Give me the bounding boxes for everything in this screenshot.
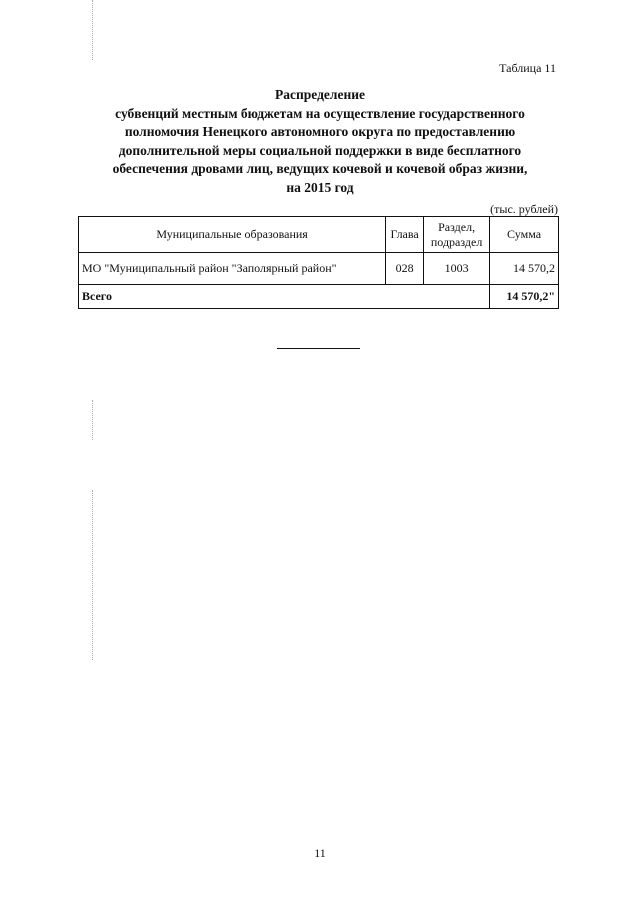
header-sum: Сумма [490,217,559,253]
total-sum: 14 570,2" [490,285,559,309]
scan-margin-marks [92,490,94,660]
cell-municipality: МО "Муниципальный район "Заполярный район" [79,253,386,285]
cell-chapter: 028 [386,253,424,285]
title-line: Распределение [274,87,366,102]
header-municipality: Муниципальные образования [79,217,386,253]
header-section: Раздел, подраздел [424,217,490,253]
header-chapter: Глава [386,217,424,253]
total-row [79,285,559,309]
document-title [80,86,560,197]
scan-margin-marks [92,0,94,60]
table-row [79,253,559,285]
title-line: дополнительной меры социальной поддержки в виде бесплатного [118,142,522,158]
table-number: Таблица 11 [499,61,556,75]
table-header-row [79,217,559,253]
total-label: Всего [79,285,490,309]
units-label: (тыс. рублей) [490,202,558,216]
page-number: 11 [314,846,326,860]
title-line: полномочия Ненецкого автономного округа по предоставлению [124,124,516,139]
cell-sum: 14 570,2 [490,253,559,285]
scan-margin-marks [92,400,94,440]
title-line: на 2015 год [286,179,354,195]
separator-line [277,348,360,349]
distribution-table [78,216,559,309]
title-line: субвенций местным бюджетам на осуществление государственного [115,105,525,121]
cell-section: 1003 [424,253,490,285]
title-line: обеспечения дровами лиц, ведущих кочевой и кочевой образ жизни, [112,161,528,176]
